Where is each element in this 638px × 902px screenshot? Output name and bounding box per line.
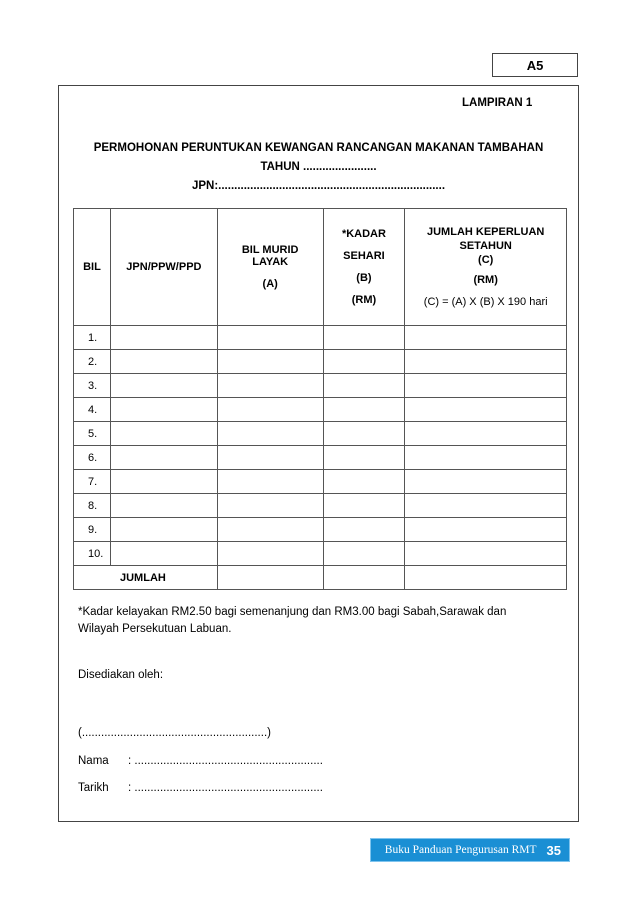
footer-book-title: Buku Panduan Pengurusan RMT	[384, 844, 537, 856]
table-row	[74, 398, 567, 422]
table-row	[74, 470, 567, 494]
prepared-by-label: Disediakan oleh:	[78, 669, 164, 681]
cell-jumlah[interactable]	[405, 398, 567, 422]
header-kadar-line1: *KADAR	[341, 228, 386, 240]
header-bil: BIL	[74, 209, 111, 326]
cell-jpn[interactable]	[110, 350, 217, 374]
table-row	[74, 542, 567, 566]
header-jumlah-line2: SETAHUN	[459, 240, 512, 252]
cell-bil-murid[interactable]	[217, 422, 323, 446]
header-jumlah-keperluan	[405, 209, 567, 326]
cell-bil-murid[interactable]	[217, 494, 323, 518]
cell-bil-murid[interactable]	[217, 446, 323, 470]
cell-kadar[interactable]	[323, 542, 405, 566]
row-number: 2.	[74, 350, 111, 374]
form-jpn-line: JPN:.......................................................................	[191, 180, 446, 192]
cell-jumlah[interactable]	[405, 374, 567, 398]
rate-footnote: *Kadar kelayakan RM2.50 bagi semenanjung dan RM3.00 bagi Sabah,Sarawak dan Wilayah Persekutuan Labuan.	[78, 606, 507, 635]
table-row	[74, 374, 567, 398]
table-row	[74, 494, 567, 518]
date-value: : ...........................................................	[128, 782, 323, 794]
cell-bil-murid[interactable]	[217, 326, 323, 350]
table-row	[74, 422, 567, 446]
header-bil-murid-line2: LAYAK	[252, 256, 289, 268]
cell-kadar[interactable]	[323, 518, 405, 542]
cell-jpn[interactable]	[110, 422, 217, 446]
cell-jpn[interactable]	[110, 374, 217, 398]
allocation-table	[73, 208, 567, 590]
cell-bil-murid[interactable]	[217, 542, 323, 566]
cell-bil-murid[interactable]	[217, 470, 323, 494]
cell-bil-murid[interactable]	[217, 374, 323, 398]
name-field[interactable]	[78, 755, 323, 767]
table-row	[74, 446, 567, 470]
table-header-row	[74, 209, 567, 326]
row-number: 9.	[74, 518, 111, 542]
header-kadar-line3: (B)	[356, 272, 372, 284]
header-bil-murid	[217, 209, 323, 326]
cell-jumlah[interactable]	[405, 350, 567, 374]
cell-jpn[interactable]	[110, 542, 217, 566]
cell-jpn[interactable]	[110, 446, 217, 470]
header-jumlah-line3: (C)	[478, 254, 494, 266]
cell-bil-murid[interactable]	[217, 398, 323, 422]
cell-jpn[interactable]	[110, 494, 217, 518]
cell-jumlah[interactable]	[405, 422, 567, 446]
header-jumlah-formula: (C) = (A) X (B) X 190 hari	[423, 296, 548, 308]
cell-kadar[interactable]	[323, 326, 405, 350]
signature-line[interactable]: (..........................................................)	[78, 727, 271, 739]
total-row	[74, 566, 567, 590]
cell-jumlah[interactable]	[405, 470, 567, 494]
cell-jpn[interactable]	[110, 470, 217, 494]
cell-jumlah[interactable]	[405, 446, 567, 470]
document-code-badge: A5	[492, 53, 578, 77]
cell-jumlah[interactable]	[405, 542, 567, 566]
header-jpn: JPN/PPW/PPD	[110, 209, 217, 326]
cell-kadar[interactable]	[323, 350, 405, 374]
date-label: Tarikh	[78, 782, 109, 794]
header-kadar	[323, 209, 405, 326]
table-row	[74, 350, 567, 374]
row-number: 4.	[74, 398, 111, 422]
cell-jpn[interactable]	[110, 398, 217, 422]
form-year-line: TAHUN .......................	[260, 161, 377, 173]
header-bil-murid-line3: (A)	[262, 278, 278, 290]
date-field[interactable]	[78, 782, 323, 794]
row-number: 3.	[74, 374, 111, 398]
total-bil-murid[interactable]	[217, 566, 323, 590]
page-footer	[370, 838, 570, 862]
cell-kadar[interactable]	[323, 446, 405, 470]
row-number: 1.	[74, 326, 111, 350]
total-label: JUMLAH	[74, 566, 218, 590]
header-bil-murid-line1: BIL MURID	[241, 244, 299, 256]
cell-jpn[interactable]	[110, 518, 217, 542]
row-number: 7.	[74, 470, 111, 494]
row-number: 6.	[74, 446, 111, 470]
row-number: 10.	[74, 542, 111, 566]
name-value: : ...........................................................	[128, 755, 323, 767]
cell-bil-murid[interactable]	[217, 350, 323, 374]
cell-kadar[interactable]	[323, 494, 405, 518]
table-row	[74, 518, 567, 542]
header-kadar-line2: SEHARI	[343, 250, 385, 262]
cell-kadar[interactable]	[323, 470, 405, 494]
row-number: 8.	[74, 494, 111, 518]
page-number: 35	[546, 842, 561, 858]
cell-kadar[interactable]	[323, 374, 405, 398]
appendix-label: LAMPIRAN 1	[462, 97, 533, 109]
cell-jumlah[interactable]	[405, 518, 567, 542]
header-jumlah-line4: (RM)	[473, 274, 498, 286]
table-row	[74, 326, 567, 350]
header-kadar-line4: (RM)	[351, 294, 377, 306]
row-number: 5.	[74, 422, 111, 446]
form-title: PERMOHONAN PERUNTUKAN KEWANGAN RANCANGAN MAKANAN TAMBAHAN	[93, 142, 544, 154]
cell-jumlah[interactable]	[405, 326, 567, 350]
cell-bil-murid[interactable]	[217, 518, 323, 542]
cell-jumlah[interactable]	[405, 494, 567, 518]
cell-kadar[interactable]	[323, 422, 405, 446]
header-jumlah-line1: JUMLAH KEPERLUAN	[427, 226, 545, 238]
cell-jpn[interactable]	[110, 326, 217, 350]
total-jumlah[interactable]	[405, 566, 567, 590]
total-kadar[interactable]	[323, 566, 405, 590]
cell-kadar[interactable]	[323, 398, 405, 422]
name-label: Nama	[78, 755, 109, 767]
